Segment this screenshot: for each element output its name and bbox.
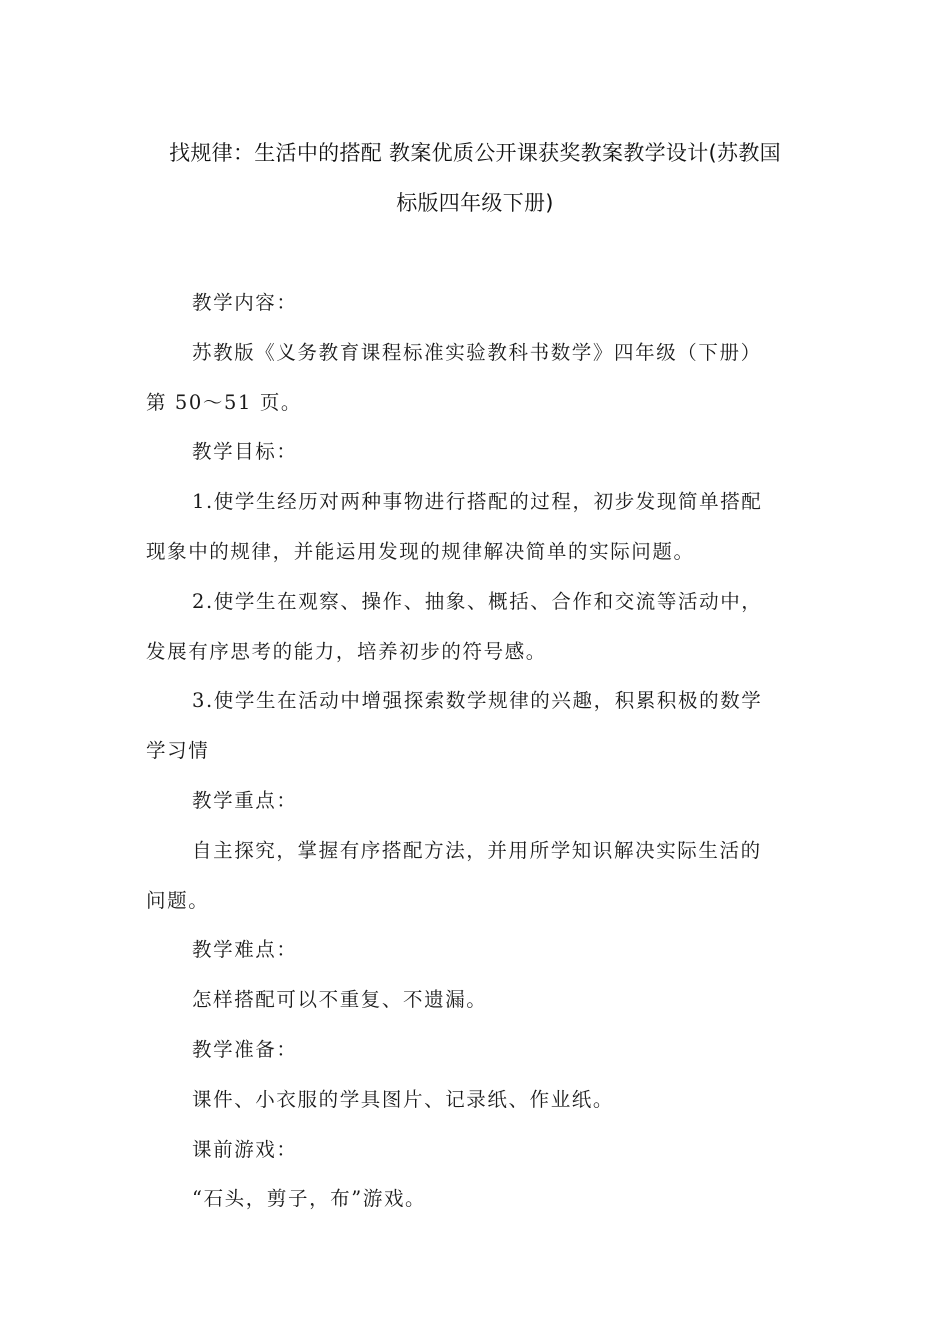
paragraph-line: “石头，剪子，布”游戏。 [192, 1187, 427, 1211]
paragraph-line: 现象中的规律，并能运用发现的规律解决简单的实际问题。 [146, 539, 695, 563]
paragraph-line: 问题。 [146, 888, 210, 912]
paragraph-line: 课前游戏： [192, 1137, 298, 1161]
paragraph-goal-1 [146, 477, 810, 577]
paragraph-line: 苏教版《义务教育课程标准实验教科书数学》四年级（下册） [192, 340, 762, 364]
paragraph-line: 2.使学生在观察、操作、抽象、概括、合作和交流等活动中， [192, 589, 763, 613]
paragraph-teaching-goals-heading [146, 427, 810, 477]
title-line-2: 标版四年级下册) [396, 191, 554, 215]
paragraph-preparation-heading [146, 1025, 810, 1075]
paragraph-warmup [146, 1174, 810, 1224]
paragraph-line: 教学准备： [192, 1037, 298, 1061]
paragraph-line: 发展有序思考的能力，培养初步的符号感。 [146, 639, 547, 663]
paragraph-key-points [146, 826, 810, 926]
paragraph-line: 教学内容： [192, 291, 298, 314]
paragraph-line: 教学目标： [192, 440, 298, 464]
paragraph-difficulties-heading [146, 925, 810, 975]
paragraph-key-points-heading [146, 776, 810, 826]
paragraph-difficulties [146, 975, 810, 1025]
paragraph-line: 1.使学生经历对两种事物进行搭配的过程，初步发现简单搭配 [192, 490, 763, 514]
paragraph-goal-3 [146, 676, 810, 776]
paragraph-teaching-content [146, 328, 810, 428]
document-title [140, 128, 810, 228]
paragraph-warmup-heading [146, 1125, 810, 1175]
paragraph-line: 课件、小衣服的学具图片、记录纸、作业纸。 [192, 1087, 615, 1111]
paragraph-teaching-content-heading [146, 278, 810, 328]
document-body [146, 278, 810, 1224]
paragraph-goal-2 [146, 577, 810, 677]
title-line-1: 找规律：生活中的搭配 教案优质公开课获奖教案教学设计(苏教国 [169, 141, 781, 165]
paragraph-preparation [146, 1075, 810, 1125]
paragraph-line: 怎样搭配可以不重复、不遗漏。 [192, 988, 488, 1012]
paragraph-line: 3.使学生在活动中增强探索数学规律的兴趣，积累积极的数学 [192, 689, 763, 713]
paragraph-line: 教学难点： [192, 938, 298, 962]
paragraph-line: 教学重点： [192, 788, 298, 812]
paragraph-line: 第 50～51 页。 [146, 390, 303, 414]
paragraph-line: 学习情 [146, 739, 210, 763]
paragraph-line: 自主探究，掌握有序搭配方法，并用所学知识解决实际生活的 [192, 838, 762, 862]
